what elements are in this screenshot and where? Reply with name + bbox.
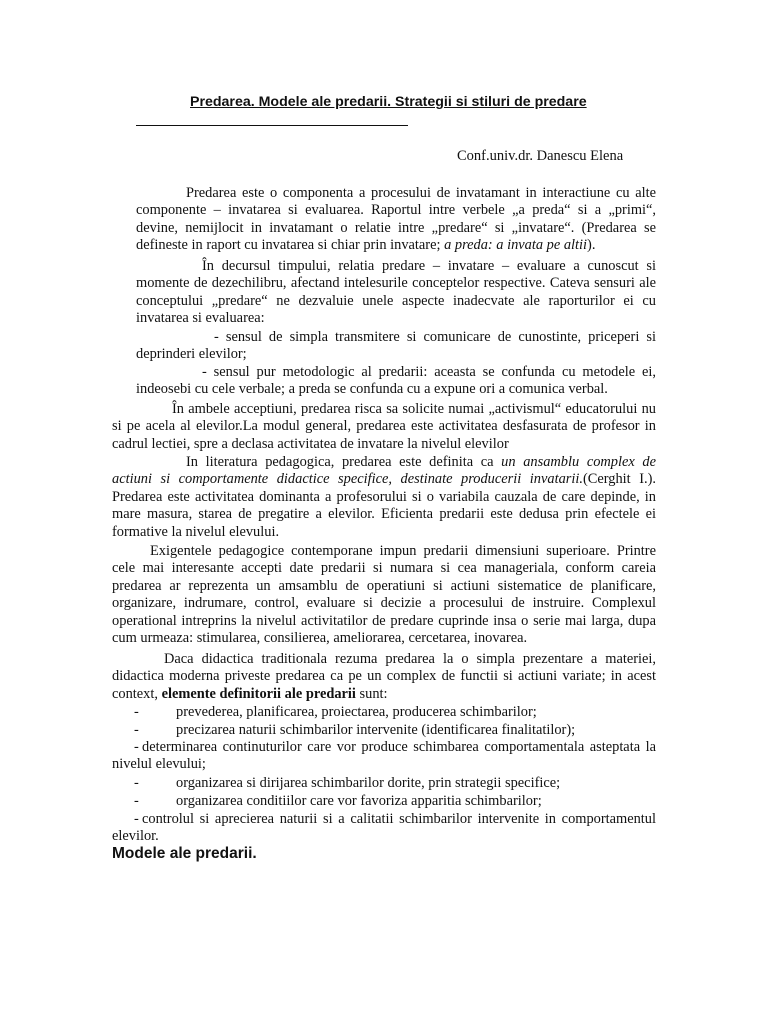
paragraph-history: În decursul timpului, relatia predare – invatare – evaluare a cunoscut si momente de dezechilibru, afectand intelesurile conceptelor respective. Cateva sensuri ale conceptului „predare“ ne dezvaluie unele aspecte inadecvate ale raporturilor ei cu invatarea si evaluarea: [136, 258, 656, 327]
list-item [112, 775, 656, 792]
paragraph-intro-end: ). [587, 237, 596, 254]
list-item [112, 739, 656, 774]
list-item-text: precizarea naturii schimbarilor intervenite (identificarea finalitatilor); [176, 722, 576, 738]
list-item [112, 722, 656, 739]
paragraph-definition-italic: un ansamblu complex de actiuni si comportamente didactice specifice, destinate producerii invatarii. [112, 454, 656, 488]
list-item-text: prevederea, planificarea, proiectarea, producerea schimbarilor; [176, 704, 537, 720]
paragraph-definition [112, 454, 656, 541]
list-dash: - [134, 775, 139, 791]
list-item [112, 793, 656, 810]
list-dash: - [134, 793, 139, 809]
paragraph-intro-text: Predarea este o componenta a procesului de invatamant in interactiune cu alte componente – invatarea si evaluarea. Raportul intre verbele „a preda“ si a „primi“, devine, nemijlocit in invatamant o relatie intre „predare“ si „invatare“. (Predarea se defineste in raport cu invatarea si chiar prin invatare; [136, 185, 656, 254]
list-dash: - [134, 811, 139, 827]
list-item [112, 704, 656, 721]
list-item-text: organizarea si dirijarea schimbarilor dorite, prin strategii specifice; [176, 775, 561, 791]
paragraph-definition-text: In literatura pedagogica, predarea este definita ca [186, 454, 502, 470]
paragraph-intro [136, 185, 656, 255]
paragraph-modern-text: Daca didactica traditionala rezuma predarea la o simpla prezentare a materiei, didactica moderna priveste predarea ca pe un complex de functii si actiuni variate; in acest context, [112, 651, 656, 702]
paragraph-intro-italic: a preda: a invata pe altii [444, 237, 588, 254]
paragraph-acceptions: În ambele acceptiuni, predarea risca sa solicite numai „activismul“ educatorului nu si pe acela al elevilor.La modul general, predarea este activitatea desfasurata de profesor in cadrul lectiei, spre a declasa activitatea de invatare la nivelul elevilor [112, 401, 656, 452]
list-item-text: determinarea continuturilor care vor produce schimbarea comportamentala asteptata la nivelul elevului; [112, 739, 656, 773]
paragraph-definition-end: (Cerghit I.). Predarea este activitatea dominanta a profesorului si o variabila cauzala de care depinde, in mare masura, starea de pregatire a elevilor. Eficienta predarii este dedusa prin efectele ei formative la nivelul elevului. [112, 471, 656, 540]
document-title: Predarea. Modele ale predarii. Strategii si stiluri de predare [190, 94, 587, 110]
paragraph-managerial: Exigentele pedagogice contemporane impun predarii dimensiuni superioare. Printre cele mai interesante accepti date predarii si numara si cea manageriala, conform careia predarea ar reprezenta un amsamblu de operatiuni si actiuni sistematice de planificare, organizare, indrumare, control, evaluare si decizie a procesului de instruire. Complexul operational intreprins la nivelul activitatilor de predare cuprinde insa o serie mai larga, dupa cum urmeaza: stimularea, consilierea, ameliorarea, cercetarea, inovarea. [112, 543, 656, 647]
list-item-text: controlul si aprecierea naturii si a calitatii schimbarilor intervenite in comportamentul elevilor. [112, 811, 656, 845]
paragraph-modern-bold: elemente definitorii ale predarii [161, 685, 356, 702]
list-dash: - [134, 704, 139, 720]
paragraph-modern-end: sunt: [355, 685, 388, 702]
section-heading: Modele ale predarii. [112, 845, 257, 862]
list-dash: - [134, 722, 139, 738]
list-item [112, 811, 656, 846]
paragraph-sense-2: - sensul pur metodologic al predarii: aceasta se confunda cu metodele ei, indeosebi cu cele verbale; a preda se confunda cu a expune ori a comunica verbal. [136, 364, 656, 398]
paragraph-modern [112, 651, 656, 703]
paragraph-sense-1: - sensul de simpla transmitere si comunicare de cunostinte, priceperi si deprinderi elevilor; [136, 329, 656, 363]
list-dash: - [134, 739, 139, 755]
title-underline-rule [136, 125, 408, 126]
author-line: Conf.univ.dr. Danescu Elena [457, 148, 624, 164]
list-item-text: organizarea conditiilor care vor favoriza apparitia schimbarilor; [176, 793, 542, 809]
